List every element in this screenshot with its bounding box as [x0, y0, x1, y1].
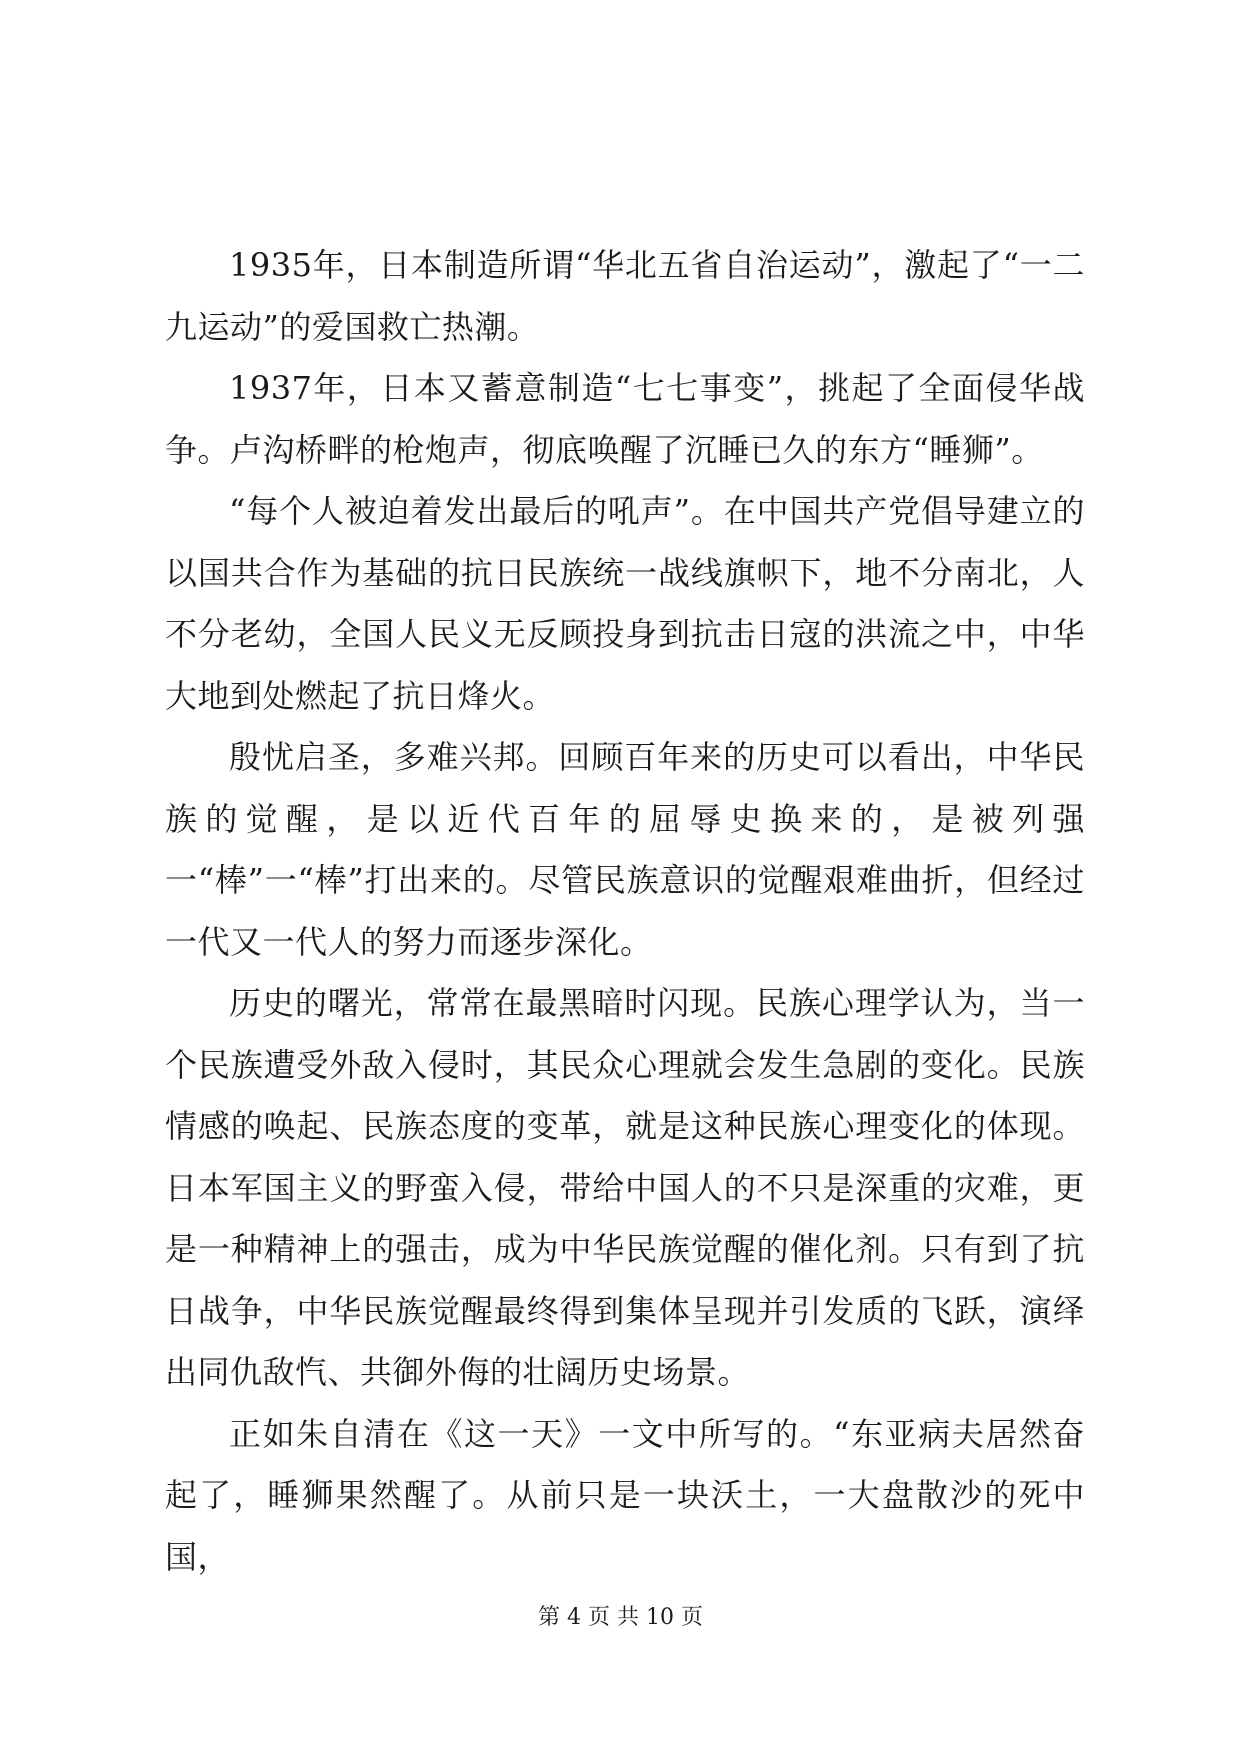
paragraph-national-psychology: 历史的曙光，常常在最黑暗时闪现。民族心理学认为，当一个民族遭受外敌入侵时，其民众心理就会发生急剧的变化。民族情感的唤起、民族态度的变革，就是这种民族心理变化的体现。日本军国主义的野蛮入侵，带给中国人的不只是深重的灾难，更是一种精神上的强击，成为中华民族觉醒的催化剂。只有到了抗日战争，中华民族觉醒最终得到集体呈现并引发质的飞跃，演绎出同仇敌忾、共御外侮的壮阔历史场景。 [165, 984, 1085, 1391]
paragraph-zhu-ziqing-quote: 正如朱自清在《这一天》一文中所写的。“东亚病夫居然奋起了，睡狮果然醒了。从前只是一块沃土，一大盘散沙的死中国， [165, 1414, 1085, 1576]
paragraph-1937: 1937年，日本又蓄意制造“七七事变”，挑起了全面侵华战争。卢沟桥畔的枪炮声，彻底唤醒了沉睡已久的东方“睡狮”。 [165, 369, 1085, 469]
page-number-footer: 第 4 页 共 10 页 [538, 1605, 703, 1630]
body-text [165, 235, 1085, 1588]
paragraph-united-front: “每个人被迫着发出最后的吼声”。在中国共产党倡导建立的以国共合作为基础的抗日民族统一战线旗帜下，地不分南北，人不分老幼，全国人民义无反顾投身到抗击日寇的洪流之中，中华大地到处燃起了抗日烽火。 [165, 492, 1085, 715]
paragraph-national-awakening: 殷忧启圣，多难兴邦。回顾百年来的历史可以看出，中华民族的觉醒，是以近代百年的屈辱史换来的，是被列强一“棒”一“棒”打出来的。尽管民族意识的觉醒艰难曲折，但经过一代又一代人的努力而逐步深化。 [165, 738, 1085, 961]
paragraph-1935: 1935年，日本制造所谓“华北五省自治运动”，激起了“一二九运动”的爱国救亡热潮。 [165, 246, 1085, 346]
